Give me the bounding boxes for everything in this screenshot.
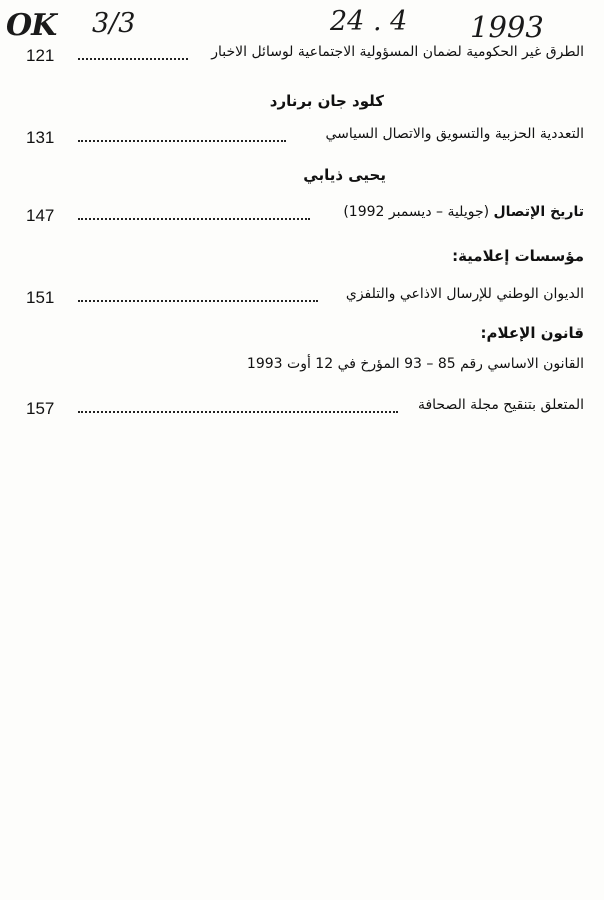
- toc-entry-4: [0, 286, 604, 312]
- toc-entry-1: [0, 44, 604, 70]
- toc-leader-dots: [78, 300, 318, 302]
- toc-entry-title: الطرق غير الحكومية لضمان المسؤولية الاجتماعية لوسائل الاخبار: [211, 44, 584, 60]
- toc-page-number: 157: [26, 399, 55, 418]
- section-heading-institutions: مؤسسات إعلامية:: [452, 247, 584, 265]
- toc-entry-2: [0, 126, 604, 152]
- toc-leader-dots: [78, 411, 398, 413]
- toc-entry-5: [0, 397, 604, 423]
- toc-page-number: 121: [26, 46, 55, 65]
- handwritten-ok-mark: OK: [6, 8, 57, 43]
- toc-page-number: 151: [26, 288, 55, 307]
- toc-page-number: 131: [26, 128, 55, 147]
- section-heading-law: قانون الإعلام:: [480, 324, 584, 342]
- toc-leader-dots: [78, 218, 310, 220]
- author-heading-1: كلود جان برنارد: [269, 92, 384, 110]
- toc-entry-title: [343, 204, 584, 220]
- handwritten-year: 1993: [470, 10, 544, 44]
- author-heading-2: يحيى ذيابي: [303, 166, 386, 184]
- toc-entry-title-rest: (جويلية – ديسمبر 1992): [343, 204, 494, 220]
- toc-entry-title-bold: تاريخ الإتصال: [493, 204, 584, 220]
- handwritten-page-count: 3/3: [92, 8, 136, 39]
- toc-entry-title: المتعلق بتنقيح مجلة الصحافة: [417, 397, 584, 413]
- toc-leader-dots: [78, 140, 286, 142]
- toc-entry-3: [0, 204, 604, 230]
- toc-page-number: 147: [26, 206, 55, 225]
- law-description-line: القانون الاساسي رقم 85 – 93 المؤرخ في 12 أوت 1993: [246, 356, 584, 372]
- toc-leader-dots: [78, 58, 188, 60]
- handwritten-date: 24 . 4: [330, 6, 408, 37]
- toc-entry-title: التعددية الحزبية والتسويق والاتصال السياسي: [325, 126, 584, 142]
- toc-entry-title: الديوان الوطني للإرسال الاذاعي والتلفزي: [345, 286, 584, 302]
